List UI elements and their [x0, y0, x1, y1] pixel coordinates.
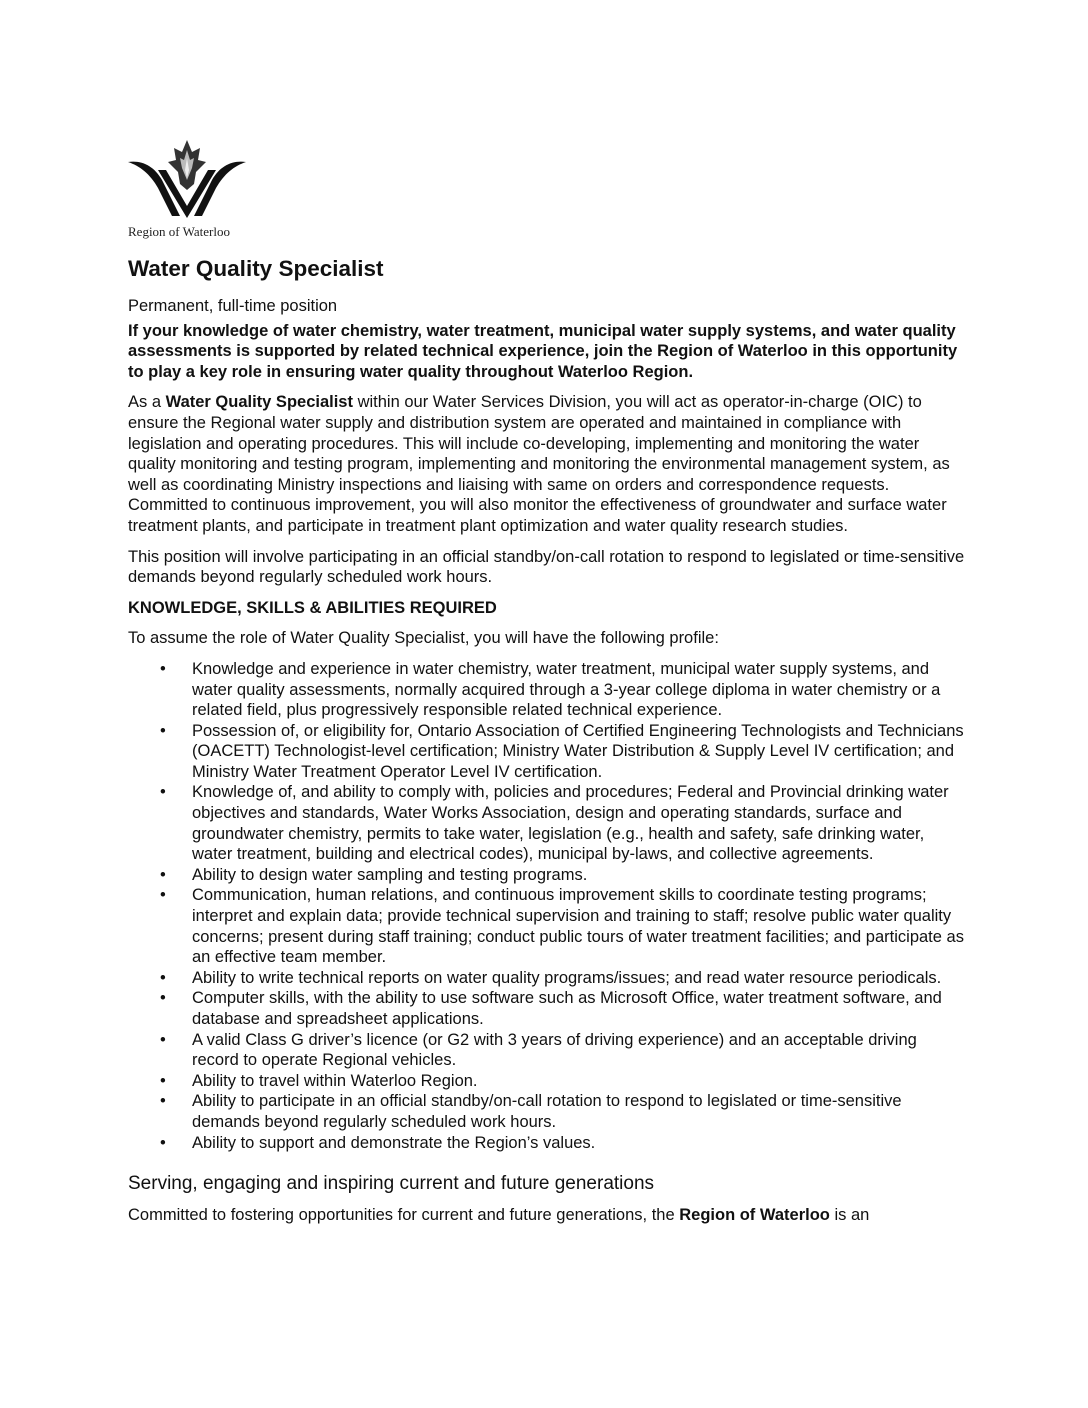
- desc-rest: within our Water Services Division, you will act as operator-in-charge (OIC) to ensure the Regional water supply and distribution system are operated and maintained in compliance with legislation and operating procedures. This will include co-developing, implementing and monitoring the water quality monitoring and testing program, implementing and monitoring the environmental management system, as well as coordinating Ministry inspections and liaising with same on orders and correspondence requests. Committed to continuous improvement, you will also monitor the effectiveness of groundwater and surface water treatment plants, and participate in treatment plant optimization and water quality research studies.: [128, 393, 950, 535]
- standby-paragraph: This position will involve participating in an official standby/on-call rotation to respond to legislated or time-sensitive demands beyond regularly scheduled work hours.: [128, 547, 965, 587]
- waterloo-w-leaf-icon: [128, 140, 246, 220]
- ksa-list: [128, 659, 966, 1153]
- list-item: • Ability to design water sampling and testing programs.: [192, 865, 966, 886]
- list-item: • Ability to write technical reports on water quality programs/issues; and read water resource periodicals.: [192, 968, 966, 989]
- closing-prefix: Committed to fostering opportunities for current and future generations, the: [128, 1206, 680, 1225]
- list-item: • Knowledge of, and ability to comply with, policies and procedures; Federal and Provincial drinking water objectives and standards, Water Works Association, design and operating standards, surface and groundwater chemistry, permits to take water, legislation (e.g., health and safety, safe drinking water, water treatment, building and electrical codes), municipal by-laws, and collective agreements.: [192, 782, 966, 864]
- closing-org: Region of Waterloo: [679, 1206, 830, 1225]
- list-item: • Computer skills, with the ability to use software such as Microsoft Office, water treatment software, and database and spreadsheet applications.: [192, 988, 966, 1029]
- closing-suffix: is an: [829, 1206, 870, 1225]
- list-item: • Ability to participate in an official standby/on-call rotation to respond to legislated or time-sensitive demands beyond regularly scheduled work hours.: [192, 1091, 966, 1132]
- closing-heading: Serving, engaging and inspiring current and future generations: [128, 1173, 655, 1195]
- list-item: • A valid Class G driver’s licence (or G2 with 3 years of driving experience) and an acceptable driving record to operate Regional vehicles.: [192, 1030, 966, 1071]
- region-logo: [128, 140, 246, 240]
- desc-role: Water Quality Specialist: [165, 393, 353, 412]
- job-title: Water Quality Specialist: [128, 256, 384, 281]
- ksa-heading: KNOWLEDGE, SKILLS & ABILITIES REQUIRED: [128, 598, 497, 617]
- list-item: • Communication, human relations, and continuous improvement skills to coordinate testing programs; interpret and explain data; provide technical supervision and training to staff; resolve public water quality concerns; present during staff training; conduct public tours of water treatment facilities; and participate as an effective team member.: [192, 885, 966, 967]
- job-posting: [128, 254, 966, 1236]
- intro-paragraph: If your knowledge of water chemistry, water treatment, municipal water supply systems, and water quality assessments is supported by related technical experience, join the Region of Waterloo in this opportunity to play a key role in ensuring water quality throughout Waterloo Region.: [128, 321, 958, 381]
- closing-paragraph: [128, 1205, 966, 1226]
- ksa-intro: To assume the role of Water Quality Specialist, you will have the following profile:: [128, 629, 719, 648]
- list-item: • Knowledge and experience in water chemistry, water treatment, municipal water supply systems, and water quality assessments, normally acquired through a 3-year college diploma in water chemistry or a related field, plus progressively responsible related technical experience.: [192, 659, 966, 721]
- list-item: • Ability to support and demonstrate the Region’s values.: [192, 1133, 966, 1154]
- desc-prefix: As a: [128, 393, 166, 412]
- list-item: • Possession of, or eligibility for, Ontario Association of Certified Engineering Technologists and Technicians (OACETT) Technologist-level certification; Ministry Water Distribution & Supply Level IV certification; and Ministry Water Treatment Operator Level IV certification.: [192, 721, 966, 783]
- list-item: • Ability to travel within Waterloo Region.: [192, 1071, 966, 1092]
- org-name: Region of Waterloo: [128, 224, 230, 239]
- role-description: [128, 392, 966, 536]
- position-type: Permanent, full-time position: [128, 297, 338, 315]
